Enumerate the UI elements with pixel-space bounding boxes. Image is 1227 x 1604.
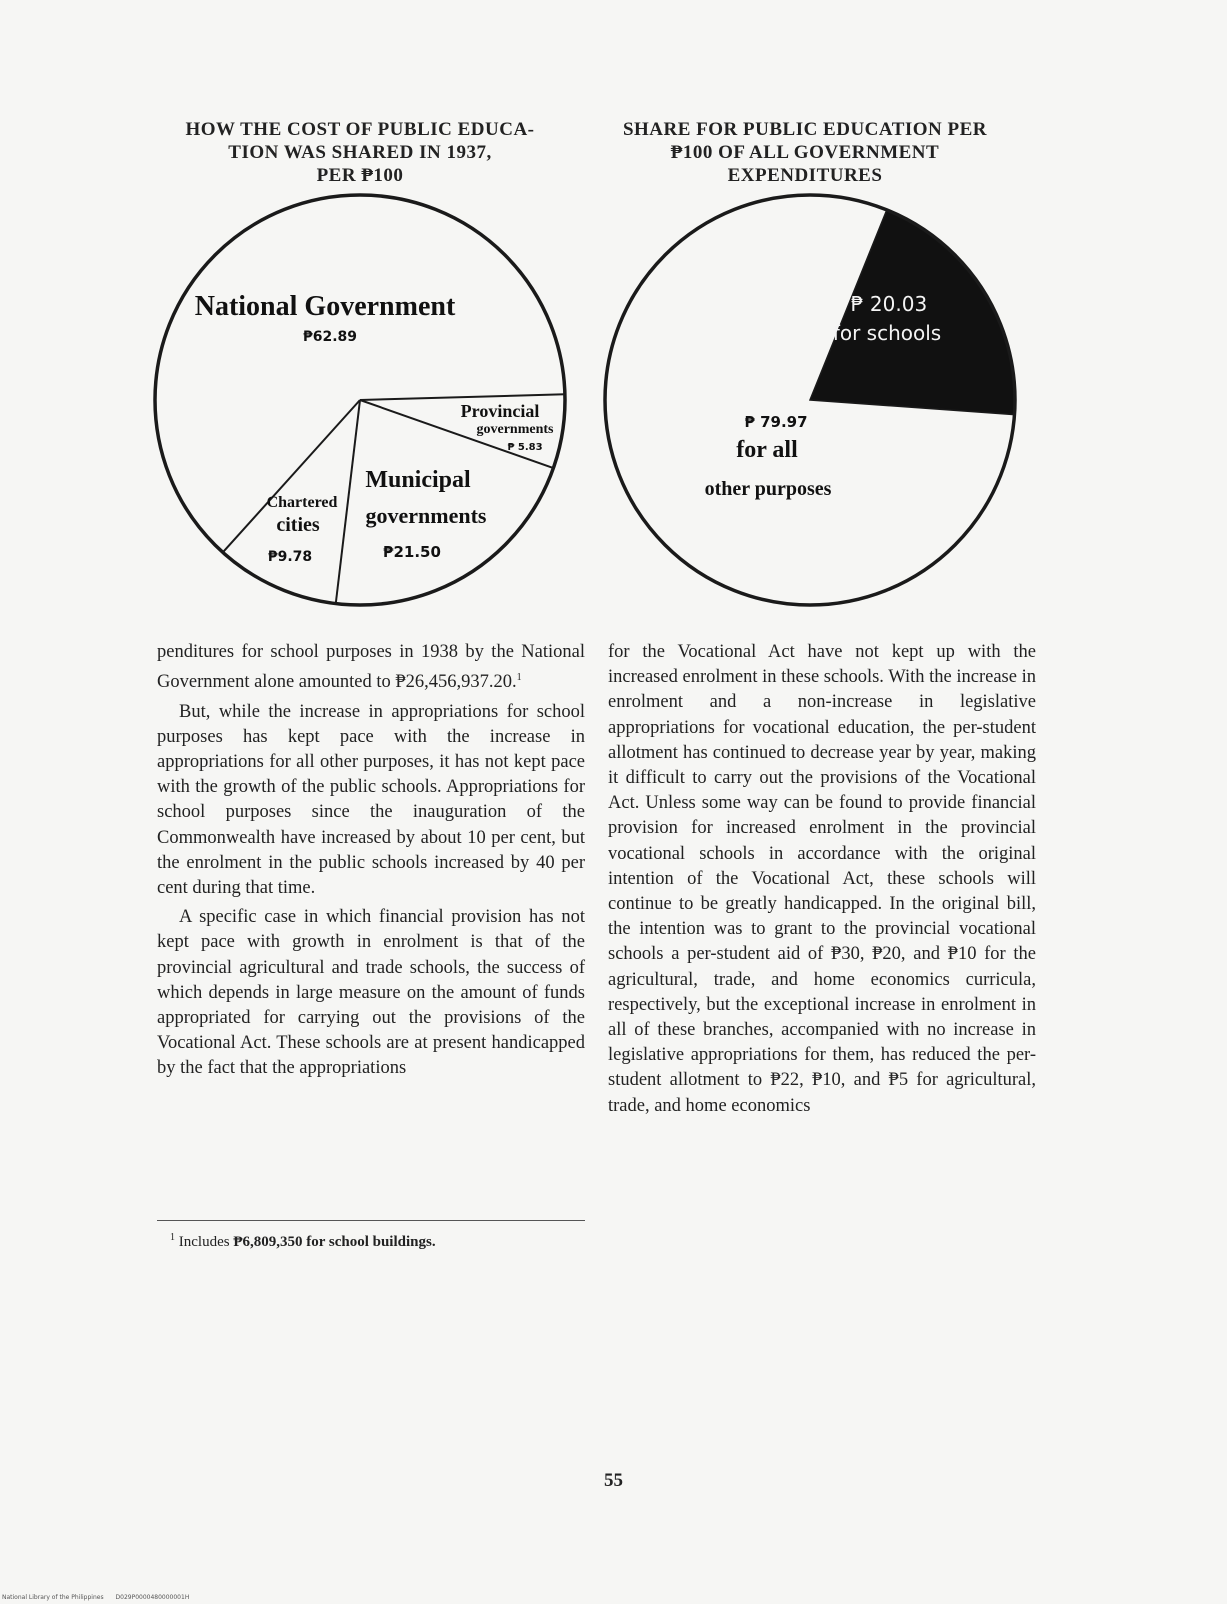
schools-share-value: ₱ 20.03 <box>850 292 928 316</box>
right-chart-title-line-3: EXPENDITURES <box>727 165 883 186</box>
other-purposes-label-line-1: for all <box>736 437 798 463</box>
chartered-cities-label-line-1: Chartered <box>266 494 338 511</box>
education-cost-sharing-pie-chart <box>150 205 580 615</box>
footnote-reference: 1 <box>516 672 522 684</box>
national-government-value: ₱62.89 <box>302 329 358 345</box>
footnote-bold-text: ₱6,809,350 for school buildings. <box>233 1234 436 1250</box>
schools-share-label: for schools <box>832 321 942 345</box>
municipal-governments-label-line-1: Municipal <box>365 467 471 493</box>
right-chart-title-line-2: ₱100 OF ALL GOVERNMENT <box>670 142 940 163</box>
right-text-column <box>608 640 1036 1119</box>
right-chart-title <box>595 118 1015 187</box>
paragraph-appropriations: But, while the increase in appropriations for school purposes has kept pace with the increase in appropriations for all other purposes, it has not kept pace with the growth of the public schools. Appropriations for school purposes since the inauguration of the Commonwealth have increased by about 10 per cent, but the enrolment in the public schools increased by 40 per cent during that time. <box>157 701 585 898</box>
left-text-column <box>157 640 585 1082</box>
provincial-governments-label-line-2: governments <box>476 422 554 437</box>
provincial-governments-value: ₱ 5.83 <box>507 442 543 453</box>
archive-library-name: National Library of the Philippines <box>2 1594 104 1601</box>
left-chart-title-line-2: TION WAS SHARED IN 1937, <box>228 142 492 163</box>
footnote-mark: 1 <box>170 1232 175 1243</box>
paragraph-expenditures: penditures for school purposes in 1938 by the National Government alone amounted to ₱26,456,937.20.$^1$ <box>157 642 585 693</box>
paragraph-vocational-act: for the Vocational Act have not kept up with the increased enrolment in these schools. With the increase in enrolment and a non-increase in legislative appropriations for vocational education, the per-student allotment has continued to decrease year by year, making it difficult to carry out the provisions of the Vocational Act. Unless some way can be found to provide financial provision for increased enrolment in the provincial vocational schools in accordance with the original intention of the Vocational Act, these schools will continue to be greatly handicapped. In the original bill, the intention was to grant to the provincial vocational schools a per-student aid of ₱30, ₱20, and ₱10 for the agricultural, trade, and home economics curricula, respectively, but the exceptional increase in enrolment in all of these branches, accompanied with no increase in legislative appropriations for them, has reduced the per-student allotment to ₱22, ₱10, and ₱5 for agricultural, trade, and home economics <box>608 642 1036 1116</box>
archive-code: D029P0000480000001H <box>115 1594 190 1601</box>
right-chart-title-line-1: SHARE FOR PUBLIC EDUCATION PER <box>622 119 988 140</box>
footnote <box>170 1232 590 1251</box>
education-share-pie-chart <box>600 205 1020 615</box>
chartered-cities-label-line-2: cities <box>276 514 320 536</box>
page-number: 55 <box>604 1470 623 1491</box>
provincial-governments-label-line-1: Provincial <box>460 401 540 421</box>
other-purposes-value: ₱ 79.97 <box>744 413 808 431</box>
left-chart-title-line-3: PER ₱100 <box>316 165 404 186</box>
chartered-cities-value: ₱9.78 <box>267 549 313 565</box>
municipal-governments-value: ₱21.50 <box>383 543 441 561</box>
other-purposes-label-line-2: other purposes <box>704 478 832 500</box>
municipal-governments-label-line-2: governments <box>365 503 487 528</box>
paragraph-vocational-schools: A specific case in which financial provision has not kept pace with growth in enrolment is that of the provincial agricultural and trade schools, the success of which depends in large measure on the amount of funds appropriated for carrying out the provisions of the Vocational Act. These schools are at present handicapped by the fact that the appropriations <box>157 907 585 1079</box>
footnote-divider <box>157 1220 585 1221</box>
left-chart-title-line-1: HOW THE COST OF PUBLIC EDUCA- <box>185 119 535 140</box>
national-government-label: National Government <box>194 291 456 322</box>
footnote-text: Includes <box>178 1234 234 1250</box>
archive-credit <box>2 1594 199 1601</box>
left-chart-title <box>140 118 580 187</box>
